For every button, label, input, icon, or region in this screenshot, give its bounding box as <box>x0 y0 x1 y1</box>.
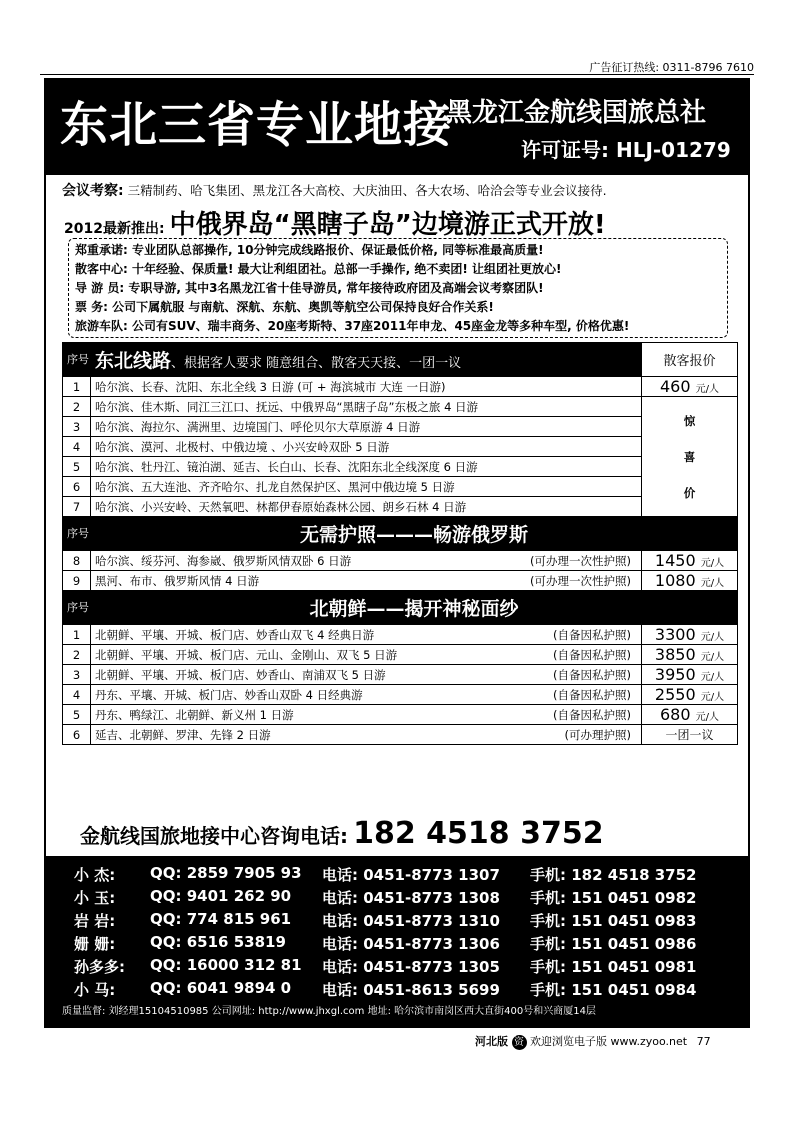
contact-qq: QQ: 16000 312 81 <box>150 956 302 974</box>
page-footer <box>475 1033 755 1050</box>
special-char: 惊 <box>683 413 696 428</box>
price-unit: 元/人 <box>695 712 719 723</box>
price-value: 1450 <box>654 551 696 570</box>
row-num: 3 <box>63 417 91 437</box>
row-num: 1 <box>63 625 91 645</box>
price-header: 散客报价 <box>642 343 738 377</box>
contact-tel: 电话: 0451-8773 1307 <box>322 866 500 884</box>
contact-footer: 质量监督: 刘经理15104510985 公司网址: http://www.jhxgl.com 地址: 哈尔滨市南岗区西大直街400号和兴商厦14层 <box>62 1006 596 1017</box>
contact-tel: 电话: 0451-8773 1308 <box>322 889 500 907</box>
contact-qq: QQ: 774 815 961 <box>150 910 292 928</box>
contact-mobile: 手机: 151 0451 0986 <box>530 935 697 953</box>
note-line: 导 游 员: 专职导游, 其中3名黑龙江省十佳导游员, 常年接待政府团及高端会议考察团队! <box>75 281 544 295</box>
row-route: 哈尔滨、漠河、北极村、中俄边境 、小兴安岭双卧 5 日游 <box>91 437 642 457</box>
price-value: 2550 <box>654 685 696 704</box>
route-text: 丹东、平壤、开城、板门店、妙香山双卧 4 日经典游 <box>95 687 363 702</box>
table-row <box>63 377 738 397</box>
contact-row <box>46 979 748 1001</box>
row-num: 9 <box>63 571 91 591</box>
note-line: 旅游车队: 公司有SUV、瑞丰商务、20座考斯特、37座2011年申龙、45座金龙等多种车型, 价格优惠! <box>75 319 630 333</box>
row-price <box>642 377 738 397</box>
section-title: 北朝鲜——揭开神秘面纱 <box>91 591 738 625</box>
section-title <box>91 343 642 377</box>
header-rule <box>40 74 754 75</box>
table-row <box>63 705 738 725</box>
row-route <box>91 571 642 591</box>
contact-mobile: 手机: 151 0451 0983 <box>530 912 697 930</box>
commitment-box <box>68 238 728 338</box>
contact-name: 岩 岩: <box>74 912 116 930</box>
row-route <box>91 665 642 685</box>
route-note: (可办理一次性护照) <box>530 553 631 568</box>
section-subtitle: 、根据客人要求 随意组合、散客天天接、一团一议 <box>171 356 462 371</box>
contact-mobile: 手机: 182 4518 3752 <box>530 866 697 884</box>
contact-name: 小 杰: <box>74 866 116 884</box>
promo-line <box>64 204 606 241</box>
table-row <box>63 725 738 745</box>
price-unit: 元/人 <box>700 692 725 703</box>
meeting-text: 三精制药、哈飞集团、黑龙江各大高校、大庆油田、各大农场、哈洽会等专业会议接待. <box>127 183 607 198</box>
row-num: 7 <box>63 497 91 517</box>
table-row <box>63 497 738 517</box>
row-route <box>91 725 642 745</box>
row-price <box>642 551 738 571</box>
row-price <box>642 665 738 685</box>
license-number: 许可证号: HLJ-01279 <box>521 138 731 162</box>
price-value: 3300 <box>654 625 696 644</box>
route-note: (自备因私护照) <box>553 667 631 682</box>
row-price <box>642 571 738 591</box>
price-unit: 元/人 <box>695 384 719 395</box>
row-price <box>642 645 738 665</box>
row-route <box>91 625 642 645</box>
route-text: 延吉、北朝鲜、罗津、先锋 2 日游 <box>95 727 271 742</box>
seq-header: 序号 <box>63 591 91 625</box>
route-note: (自备因私护照) <box>553 647 631 662</box>
route-note: (自备因私护照) <box>553 707 631 722</box>
route-note: (可办理护照) <box>564 727 631 742</box>
contact-qq: QQ: 9401 262 90 <box>150 887 292 905</box>
special-char: 喜 <box>683 449 696 464</box>
contact-tel: 电话: 0451-8773 1305 <box>322 958 500 976</box>
table-row <box>63 685 738 705</box>
route-text: 北朝鲜、平壤、开城、板门店、妙香山双飞 4 经典日游 <box>95 627 375 642</box>
table-row <box>63 665 738 685</box>
contact-tel: 电话: 0451-8613 5699 <box>322 981 500 999</box>
company-name: 黑龙江金航线国旅总社 <box>446 98 707 128</box>
route-text: 北朝鲜、平壤、开城、板门店、妙香山、南浦双飞 5 日游 <box>95 667 386 682</box>
contacts-panel <box>46 856 748 1026</box>
row-num: 1 <box>63 377 91 397</box>
row-num: 4 <box>63 685 91 705</box>
price-value: 3850 <box>654 645 696 664</box>
row-route: 哈尔滨、长春、沈阳、东北全线 3 日游 (可 + 海滨城市 大连 一日游) <box>91 377 642 397</box>
price-unit: 元/人 <box>700 632 725 643</box>
footer-text: 欢迎浏览电子版 www.zyoo.net <box>530 1035 688 1048</box>
contact-qq: QQ: 2859 7905 93 <box>150 864 302 882</box>
route-note: (自备因私护照) <box>553 627 631 642</box>
table-row <box>63 477 738 497</box>
contact-name: 小 马: <box>74 981 116 999</box>
row-price <box>642 725 738 745</box>
hotline-label: 金航线国旅地接中心咨询电话: <box>80 824 348 848</box>
price-unit: 元/人 <box>700 558 725 569</box>
contact-row <box>46 910 748 932</box>
seq-header: 序号 <box>63 343 91 377</box>
row-route <box>91 705 642 725</box>
section-header-russia <box>63 517 738 551</box>
table-row <box>63 551 738 571</box>
consult-hotline <box>80 816 604 851</box>
seq-header: 序号 <box>63 517 91 551</box>
note-line: 郑重承诺: 专业团队总部操作, 10分钟完成线路报价、保证最低价格, 同等标准最高质量! <box>75 243 544 257</box>
price-unit: 元/人 <box>700 652 725 663</box>
note-line: 票 务: 公司下属航服 与南航、深航、东航、奥凯等航空公司保持良好合作关系! <box>75 300 494 314</box>
promo-prefix: 2012最新推出: <box>64 221 165 237</box>
row-route: 哈尔滨、牡丹江、镜泊湖、延吉、长白山、长春、沈阳东北全线深度 6 日游 <box>91 457 642 477</box>
section-title-main: 东北线路 <box>95 350 172 372</box>
route-note: (自备因私护照) <box>553 687 631 702</box>
row-num: 6 <box>63 725 91 745</box>
contact-row <box>46 887 748 909</box>
special-price-cell <box>642 397 738 517</box>
section-title: 无需护照———畅游俄罗斯 <box>91 517 738 551</box>
table-row <box>63 417 738 437</box>
row-price <box>642 705 738 725</box>
price-value: 一团一议 <box>665 728 714 742</box>
section-header-northeast <box>63 343 738 377</box>
meeting-line <box>62 180 607 200</box>
row-route <box>91 685 642 705</box>
price-unit: 元/人 <box>700 672 725 683</box>
banner-title: 东北三省专业地接 <box>60 97 453 153</box>
row-route: 哈尔滨、佳木斯、同江三江口、抚远、中俄界岛“黑瞎子岛”东极之旅 4 日游 <box>91 397 642 417</box>
price-value: 460 <box>659 377 691 396</box>
advertisement <box>44 78 750 1028</box>
section-header-korea <box>63 591 738 625</box>
hotline-number: 182 4518 3752 <box>353 816 604 851</box>
contact-name: 小 玉: <box>74 889 116 907</box>
contact-row <box>46 933 748 955</box>
row-num: 8 <box>63 551 91 571</box>
row-route <box>91 645 642 665</box>
price-unit: 元/人 <box>700 578 725 589</box>
price-value: 1080 <box>654 571 696 590</box>
row-price <box>642 685 738 705</box>
route-table <box>62 342 738 745</box>
row-route: 哈尔滨、小兴安岭、天然氧吧、林都伊春原始森林公园、朗乡石林 4 日游 <box>91 497 642 517</box>
contact-mobile: 手机: 151 0451 0982 <box>530 889 697 907</box>
contact-name: 姗 姗: <box>74 935 116 953</box>
contact-qq: QQ: 6516 53819 <box>150 933 286 951</box>
row-price <box>642 625 738 645</box>
row-num: 5 <box>63 705 91 725</box>
price-value: 680 <box>659 705 691 724</box>
contact-tel: 电话: 0451-8773 1310 <box>322 912 500 930</box>
promo-headline: 中俄界岛“黑瞎子岛”边境游正式开放! <box>169 210 606 240</box>
contact-row <box>46 864 748 886</box>
route-text: 北朝鲜、平壤、开城、板门店、元山、金刚山、双飞 5 日游 <box>95 647 398 662</box>
contact-name: 孙多多: <box>74 958 125 976</box>
note-line: 散客中心: 十年经验、保质量! 最大让利组团社。总部一手操作, 绝不卖团! 让组团社更放心! <box>75 262 562 276</box>
row-num: 4 <box>63 437 91 457</box>
route-text: 丹东、鸭绿江、北朝鲜、新义州 1 日游 <box>95 707 294 722</box>
ad-hotline-header: 广告征订热线: 0311-8796 7610 <box>589 61 754 74</box>
contact-mobile: 手机: 151 0451 0981 <box>530 958 697 976</box>
table-row <box>63 645 738 665</box>
row-num: 6 <box>63 477 91 497</box>
table-row <box>63 625 738 645</box>
table-row <box>63 397 738 417</box>
table-row <box>63 457 738 477</box>
banner <box>46 80 748 175</box>
row-num: 2 <box>63 397 91 417</box>
route-text: 哈尔滨、绥芬河、海参崴、俄罗斯风情双卧 6 日游 <box>95 553 352 568</box>
meeting-label: 会议考察: <box>62 183 124 199</box>
contact-tel: 电话: 0451-8773 1306 <box>322 935 500 953</box>
route-text: 黑河、布市、俄罗斯风情 4 日游 <box>95 573 260 588</box>
row-num: 2 <box>63 645 91 665</box>
table-row <box>63 437 738 457</box>
special-char: 价 <box>683 485 696 500</box>
row-route: 哈尔滨、五大连池、齐齐哈尔、扎龙自然保护区、黑河中俄边境 5 日游 <box>91 477 642 497</box>
edition-label: 河北版 <box>475 1035 508 1048</box>
contact-row <box>46 956 748 978</box>
contact-qq: QQ: 6041 9894 0 <box>150 979 292 997</box>
row-route: 哈尔滨、海拉尔、满洲里、边境国门、呼伦贝尔大草原游 4 日游 <box>91 417 642 437</box>
row-num: 3 <box>63 665 91 685</box>
table-row <box>63 571 738 591</box>
zyoo-logo-icon: 资 <box>512 1035 527 1050</box>
contact-mobile: 手机: 151 0451 0984 <box>530 981 697 999</box>
row-num: 5 <box>63 457 91 477</box>
route-note: (可办理一次性护照) <box>530 573 631 588</box>
page-number: 77 <box>696 1035 711 1048</box>
price-value: 3950 <box>654 665 696 684</box>
row-route <box>91 551 642 571</box>
